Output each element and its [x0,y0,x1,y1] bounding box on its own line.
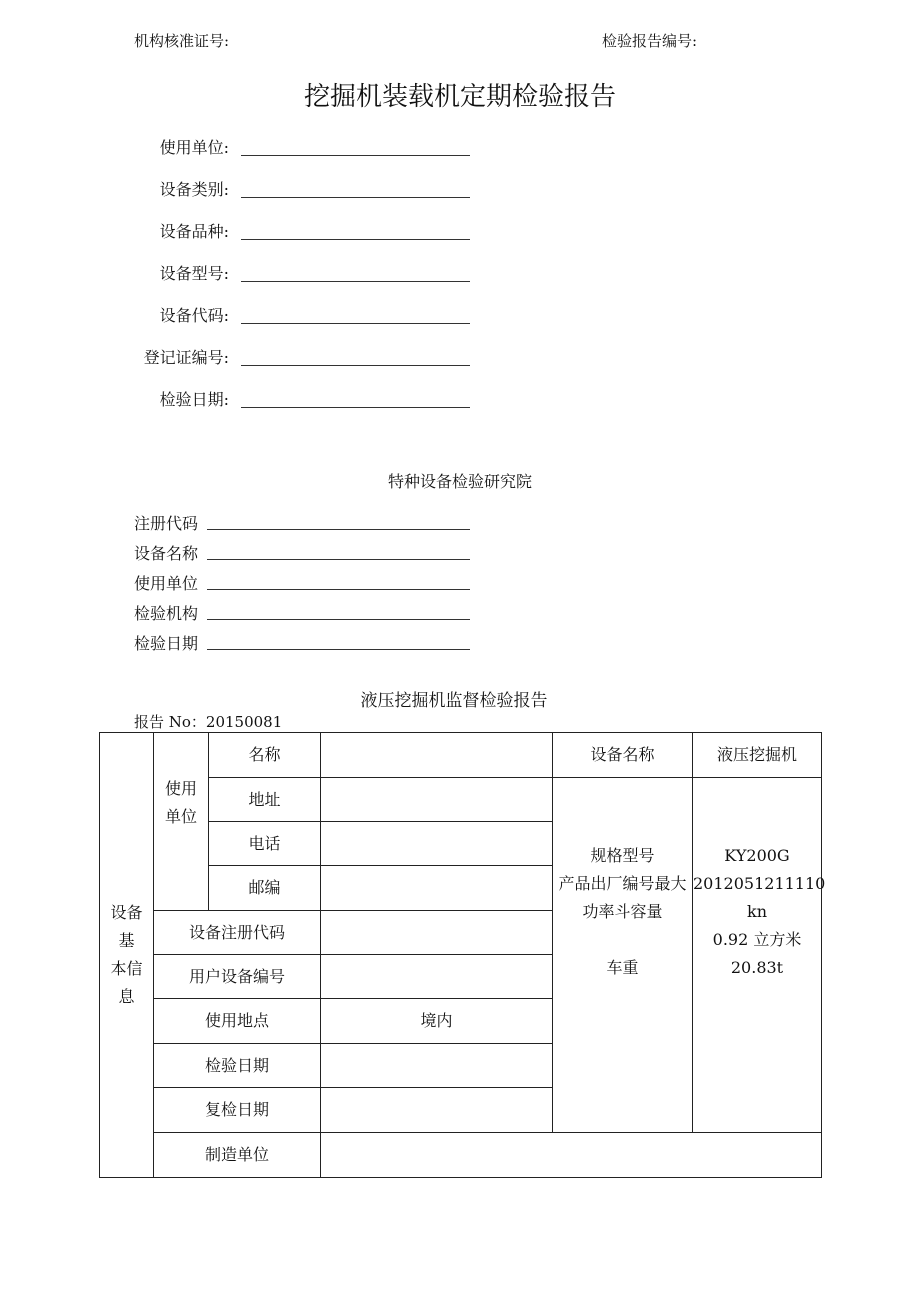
registry-label: 检验机构 [134,604,199,623]
spec-label: 产品出厂编号最大 [558,874,687,893]
cover-field-device-category [0,177,920,201]
reinspection-date-value [321,1088,553,1133]
spec-value: 20.83t [730,958,784,977]
section-label-line: 设备 [110,903,143,922]
section-label-line: 息 [118,987,135,1006]
spec-value: 2012051211110 [693,874,826,893]
spec-label: 车重 [606,958,639,977]
cover-field-user-unit [0,135,920,159]
section-label-cell [100,733,154,1178]
user-unit-label-cell [154,733,209,911]
manufacturer-value [321,1133,822,1178]
cover-field-inspection-date [0,387,920,411]
registry-line [207,589,470,590]
inspection-date-label: 检验日期 [154,1044,321,1088]
address-label: 地址 [209,778,321,822]
reg-code-value [321,911,553,955]
section-label-line: 本信 [110,959,143,978]
spec-value: 0.92 立方米 [712,930,802,949]
address-value [321,778,553,822]
cover-field-line [241,239,470,240]
report-number: 报告 No：20150081 [134,713,283,731]
manufacturer-label: 制造单位 [154,1133,321,1178]
cover-field-device-model [0,261,920,285]
spec-label: 功率斗容量 [582,902,663,921]
phone-label: 电话 [209,822,321,866]
cover-field-line [241,323,470,324]
phone-value [321,822,553,866]
registry-label: 使用单位 [134,574,199,593]
postcode-value [321,866,553,911]
cover-field-label: 设备代码: [159,306,229,325]
cover-field-line [241,155,470,156]
report-no-label: 检验报告编号: [602,32,698,50]
spec-value: KY200G [724,846,790,865]
registry-line [207,649,470,650]
org-cert-no-label: 机构核准证号: [134,32,230,50]
cover-field-device-variety [0,219,920,243]
cover-field-label: 设备型号: [159,264,229,283]
registry-line [207,529,470,530]
cover-field-label: 使用单位: [159,138,229,157]
spec-label-spacer [553,926,692,954]
user-unit-label-line: 使用 [164,778,197,798]
cover-field-label: 登记证编号: [143,348,229,367]
name-label: 名称 [209,733,321,778]
user-unit-label-line: 单位 [164,806,197,826]
organization-name: 特种设备检验研究院 [387,472,532,491]
report-title: 液压挖掘机监督检验报告 [360,691,548,711]
registry-line [207,559,470,560]
postcode-label: 邮编 [209,866,321,911]
cover-field-device-code [0,303,920,327]
section-label-line: 基 [118,931,135,950]
device-info-table [99,732,826,1178]
registry-label: 检验日期 [134,634,199,653]
user-device-no-label: 用户设备编号 [154,955,321,999]
cover-field-registration-no [0,345,920,369]
spec-labels-cell [553,778,693,1133]
spec-value: kn [747,902,767,921]
device-name-label: 设备名称 [553,733,693,778]
page-title: 挖掘机装载机定期检验报告 [303,82,616,112]
location-label: 使用地点 [154,999,321,1044]
name-value [321,733,553,778]
cover-field-label: 设备类别: [159,180,229,199]
cover-field-label: 检验日期: [159,390,229,409]
spec-label: 规格型号 [590,846,655,865]
cover-field-label: 设备品种: [159,222,229,241]
cover-field-line [241,407,470,408]
cover-field-line [241,281,470,282]
user-device-no-value [321,955,553,999]
location-value: 境内 [321,999,553,1044]
reinspection-date-label: 复检日期 [154,1088,321,1133]
reg-code-label: 设备注册代码 [154,911,321,955]
registry-label: 设备名称 [134,544,199,563]
registry-line [207,619,470,620]
registry-label: 注册代码 [134,514,199,533]
cover-field-line [241,365,470,366]
spec-values-cell [693,778,826,1133]
device-name-value: 液压挖掘机 [693,733,822,778]
cover-field-line [241,197,470,198]
inspection-date-value [321,1044,553,1088]
